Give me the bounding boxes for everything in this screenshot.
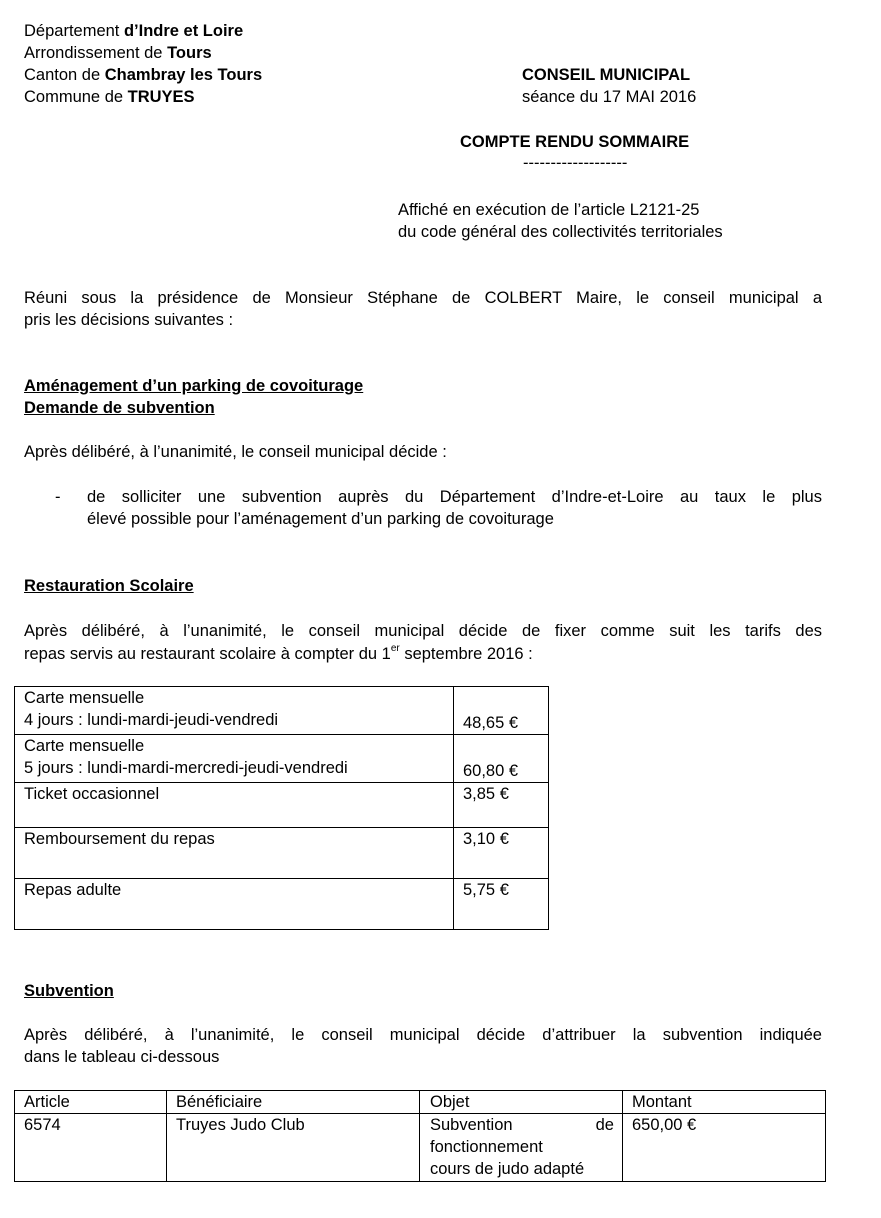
column-header-objet: Objet [420,1091,623,1114]
tarif-detail: 4 jours : lundi-mardi-jeudi-vendredi [24,711,279,729]
table-row [15,687,549,735]
table-row [15,828,549,879]
title-separator: ------------------- [523,154,628,172]
parking-item-line-1 [87,486,822,508]
departement-name: d’Indre et Loire [123,22,244,40]
arrondissement-name: Tours [167,44,212,62]
canton-prefix: Canton de [24,66,105,84]
tarif-label: Carte mensuelle [24,689,145,707]
objet-line-1: Subvention de [430,1116,614,1134]
header-commune [24,86,195,108]
restauration-line-2-after: septembre 2016 : [399,645,533,663]
arrondissement-prefix: Arrondissement de [24,44,168,62]
parking-item-line-1-text: de solliciter une subvention auprès du Département d’Indre-et-Loire au taux le plus [87,488,822,506]
tarif-label-cell [15,687,454,735]
tarif-label: Repas adulte [24,881,122,899]
intro-line-2: pris les décisions suivantes : [24,311,234,329]
canton-name: Chambray les Tours [104,66,263,84]
tarif-price: 48,65 € [463,714,519,732]
table-row [15,879,549,930]
subvention-table [14,1090,826,1182]
tarif-label-cell [15,735,454,783]
tarifs-table [14,686,549,930]
column-header-article: Article [15,1091,167,1114]
table-row [15,1114,826,1182]
posted-line-2: du code général des collectivités territoriales [398,223,723,241]
restauration-heading: Restauration Scolaire [24,577,194,595]
council-title: CONSEIL MUNICIPAL [522,66,691,84]
restauration-line-2 [24,643,533,665]
tarif-label: Ticket occasionnel [24,785,160,803]
intro-line-1 [24,287,822,309]
parking-decision: Après délibéré, à l’unanimité, le conseil municipal décide : [24,443,447,461]
parking-item-line-2: élevé possible pour l’aménagement d’un parking de covoiturage [87,510,554,528]
header-arrondissement [24,42,212,64]
header-canton [24,64,262,86]
column-header-beneficiaire: Bénéficiaire [167,1091,420,1114]
table-row [15,783,549,828]
objet-cell [420,1114,623,1182]
tarif-label-cell [15,783,454,828]
tarif-detail: 5 jours : lundi-mardi-mercredi-jeudi-vendredi [24,759,348,777]
objet-line-2: fonctionnement [430,1138,543,1156]
tarif-price: 3,85 € [463,785,509,803]
subsidy-request-heading: Demande de subvention [24,399,215,417]
table-header-row [15,1091,826,1114]
session-date: séance du 17 MAI 2016 [522,88,697,106]
objet-line-3: cours de judo adapté [430,1160,585,1178]
restauration-line-1 [24,620,822,642]
tarif-price-cell [454,828,549,879]
tarif-price-cell [454,879,549,930]
subvention-line-1-text: Après délibéré, à l’unanimité, le conseil municipal décide d’attribuer la subvention indiquée [24,1026,822,1044]
intro-line-1-text: Réuni sous la présidence de Monsieur Stéphane de COLBERT Maire, le conseil municipal a [24,289,822,307]
ordinal-superscript: er [390,642,400,654]
tarif-price-cell [454,735,549,783]
tarif-price: 3,10 € [463,830,509,848]
commune-prefix: Commune de [24,88,128,106]
article-cell: 6574 [15,1114,167,1182]
tarif-label-cell [15,828,454,879]
table-row [15,735,549,783]
tarif-price: 60,80 € [463,762,519,780]
tarif-price-cell [454,687,549,735]
bullet-dash: - [55,488,61,506]
report-title: COMPTE RENDU SOMMAIRE [460,133,690,151]
column-header-montant: Montant [623,1091,826,1114]
subvention-line-2: dans le tableau ci-dessous [24,1048,220,1066]
tarif-label: Remboursement du repas [24,830,215,848]
tarif-price: 5,75 € [463,881,509,899]
subvention-line-1 [24,1024,822,1046]
restauration-line-2-before: repas servis au restaurant scolaire à compter du 1 [24,645,391,663]
commune-name: TRUYES [127,88,195,106]
tarif-label: Carte mensuelle [24,737,145,755]
tarif-price-cell [454,783,549,828]
posted-line-1: Affiché en exécution de l’article L2121-25 [398,201,700,219]
subvention-heading: Subvention [24,982,114,1000]
tarif-label-cell [15,879,454,930]
beneficiaire-cell: Truyes Judo Club [167,1114,420,1182]
departement-prefix: Département [24,22,124,40]
header-departement [24,20,243,42]
montant-cell: 650,00 € [623,1114,826,1182]
parking-heading: Aménagement d’un parking de covoiturage [24,377,364,395]
restauration-line-1-text: Après délibéré, à l’unanimité, le conseil municipal décide de fixer comme suit les tarifs des [24,622,822,640]
